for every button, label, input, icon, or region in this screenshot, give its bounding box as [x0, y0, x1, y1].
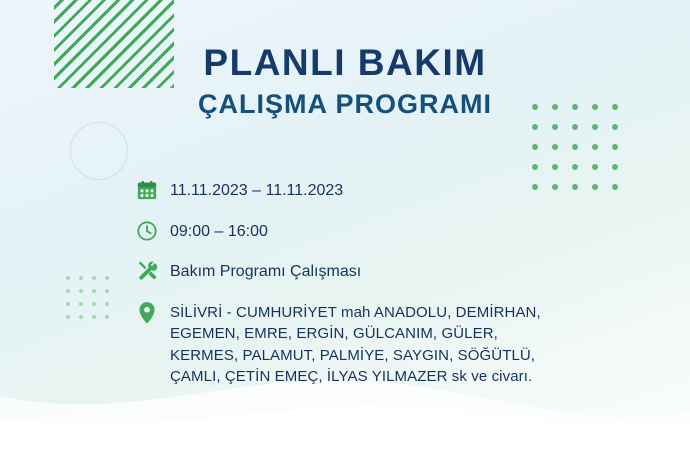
- clock-icon: [136, 219, 170, 242]
- bottom-white-band: [0, 424, 690, 450]
- info-list: [136, 178, 656, 387]
- page-title: [0, 44, 690, 120]
- title-line-1: PLANLI BAKIM: [203, 42, 487, 83]
- title-line-2: ÇALIŞMA PROGRAMI: [198, 88, 492, 119]
- location-pin-icon: [136, 300, 170, 325]
- work-text: Bakım Programı Çalışması: [170, 263, 362, 281]
- dot-grid-left-decoration: [66, 276, 118, 328]
- calendar-icon: [136, 178, 170, 201]
- circle-outline-decoration: [70, 122, 128, 180]
- info-row-location: [136, 300, 656, 387]
- date-text: 11.11.2023 – 11.11.2023: [170, 182, 344, 199]
- tools-icon: [136, 259, 170, 282]
- info-row-date: [136, 178, 656, 203]
- location-text: SİLİVRİ - CUMHURİYET mah ANADOLU, DEMİRHAN, EGEMEN, EMRE, ERGİN, GÜLCANIM, GÜLER, KERMES, PALAMUT, PALMİYE, SAYGIN, SÖĞÜTLÜ, ÇAMLI, ÇETİN EMEÇ, İLYAS YILMAZER sk ve civarı.: [170, 304, 541, 386]
- time-text: 09:00 – 16:00: [170, 222, 268, 240]
- info-row-work: [136, 259, 656, 284]
- info-row-time: [136, 219, 656, 244]
